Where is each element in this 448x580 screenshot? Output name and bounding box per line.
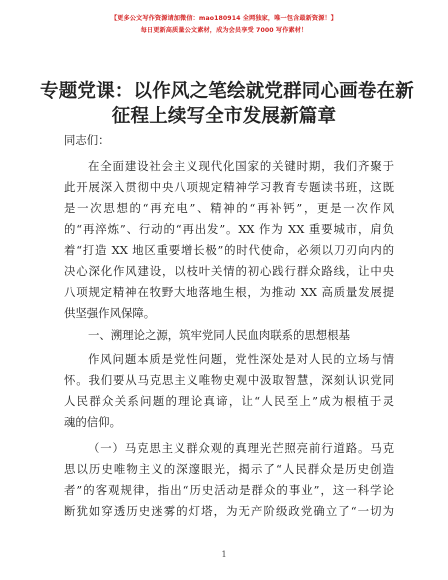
paragraph-3-line: 者”的客观规律，指出“历史活动是群众的事业”，这一科学论 — [64, 483, 394, 497]
paragraph-3-line: 断犹如穿透历史迷雾的灯塔，为无产阶级政党确立了“一切为 — [64, 504, 394, 518]
paragraph-2-line: 怀。我们要从马克思主义唯物史观中汲取智慧，深刻认识党同 — [64, 373, 394, 387]
paragraph-1-line: 决心深化作风建设，以枝叶关情的初心践行群众路线，让中央 — [64, 264, 394, 278]
section-heading-1: 一、溯理论之源，筑牢党同人民血肉联系的思想根基 — [88, 328, 350, 342]
paragraph-1-line: 在全面建设社会主义现代化国家的关键时期，我们齐聚于 — [88, 159, 394, 173]
paragraph-3-line: 思以历史唯物主义的深邃眼光，揭示了“人民群众是历史创造 — [64, 462, 394, 476]
document-title-line-1: 专题党课：以作风之笔绘就党群同心画卷在新 — [40, 81, 415, 102]
paragraph-2-line: 人民群众关系问题的理论真谛，让“人民至上”成为根植于灵 — [64, 394, 394, 408]
paragraph-2-line: 作风问题本质是党性问题，党性深处是对人民的立场与情 — [88, 352, 394, 366]
salutation: 同志们： — [64, 133, 110, 147]
paragraph-1-line: 此开展深入贯彻中央八项规定精神学习教育专题读书班，这既 — [64, 180, 394, 194]
paragraph-1-line: 供坚强作风保障。 — [64, 306, 156, 320]
paragraph-2-line: 魂的信仰。 — [64, 415, 121, 429]
paragraph-3-line: （一）马克思主义群众观的真理光芒照亮前行道路。马克 — [88, 441, 394, 455]
paragraph-1-line: 的“再淬炼”、行动的“再出发”。XX 作为 XX 重要城市，肩负 — [64, 222, 394, 236]
paragraph-1-line: 是一次思想的“再充电”、精神的“再补钙”，更是一次作风 — [64, 201, 394, 215]
paragraph-1-line: 八项规定精神在牧野大地落地生根，为推动 XX 高质量发展提 — [64, 285, 394, 299]
page-number: 1 — [221, 550, 227, 559]
document-title-line-2: 征程上续写全市发展新篇章 — [111, 106, 337, 127]
promo-banner-line-1: 【更多公文写作资源请加微信：mao180914 全网独家，唯一包含最新资源！】 — [110, 15, 338, 22]
paragraph-1-line: 着“打造 XX 地区重要增长极”的时代使命，必须以刀刃向内的 — [64, 243, 394, 257]
promo-banner-line-2: 每日更新高质量公文素材，成为会员享受 7000 写作素材！ — [140, 27, 308, 34]
